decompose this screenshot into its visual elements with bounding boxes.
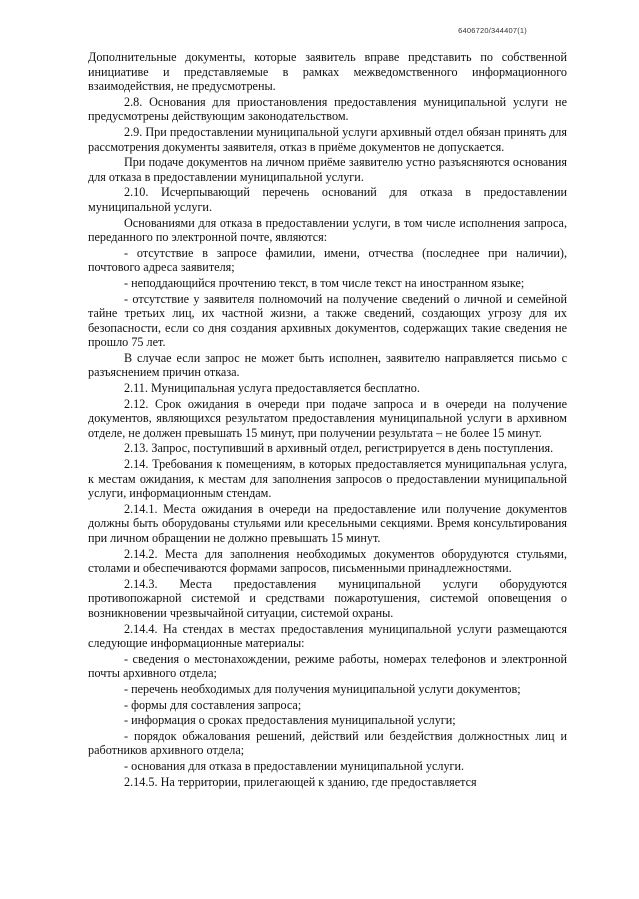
paragraph: 2.12. Срок ожидания в очереди при подаче запроса и в очереди на получение документов, являющихся результатом предоставления муниципальной услуги в архивном отделе, не должен превышать 15 минут, при получении результата – не более 15 минут. <box>88 396 567 440</box>
paragraph: 2.13. Запрос, поступивший в архивный отдел, регистрируется в день поступления. <box>124 441 554 456</box>
paragraph: Дополнительные документы, которые заявитель вправе представить по собственной инициативе и представляемые в рамках межведомственного информационного взаимодействия, не предусмотрены. <box>88 50 567 94</box>
paragraph: - информация о сроках предоставления муниципальной услуги; <box>124 713 456 728</box>
paragraph: - неподдающийся прочтению текст, в том числе текст на иностранном языке; <box>124 275 525 290</box>
paragraph: 2.9. При предоставлении муниципальной услуги архивный отдел обязан принять для рассмотрения документы заявителя, отказ в приёме документов не допускается. <box>88 124 567 154</box>
paragraph: 2.14.4. На стендах в местах предоставления муниципальной услуги размещаются следующие информационные материалы: <box>88 621 567 651</box>
paragraph: - отсутствие в запросе фамилии, имени, отчества (последнее при наличии), почтового адреса заявителя; <box>88 245 567 275</box>
paragraph: - сведения о местонахождении, режиме работы, номерах телефонов и электронной почты архивного отдела; <box>88 651 567 681</box>
paragraph: 2.14.3. Места предоставления муниципальной услуги оборудуются противопожарной системой и средствами пожаротушения, системой оповещения о возникновении чрезвычайной ситуации, системой охраны. <box>88 576 567 620</box>
document-number: 6406720/344407(1) <box>458 26 527 35</box>
paragraph: 2.14. Требования к помещениям, в которых предоставляется муниципальная услуга, к местам ожидания, к местам для заполнения запросов о предоставлении муниципальной услуги, информационным стендам. <box>88 457 567 501</box>
paragraph: При подаче документов на личном приёме заявителю устно разъясняются основания для отказа в предоставлении муниципальной услуги. <box>88 155 567 184</box>
paragraph: В случае если запрос не может быть исполнен, заявителю направляется письмо с разъяснением причин отказа. <box>88 350 567 380</box>
paragraph: - перечень необходимых для получения муниципальной услуги документов; <box>124 681 521 696</box>
paragraph: - основания для отказа в предоставлении муниципальной услуги. <box>124 758 465 773</box>
paragraph: 2.10. Исчерпывающий перечень оснований для отказа в предоставлении муниципальной услуги. <box>88 185 567 214</box>
paragraph: - формы для составления запроса; <box>124 697 302 712</box>
paragraph: Основаниями для отказа в предоставлении услуги, в том числе исполнения запроса, переданного по электронной почте, являются: <box>88 215 567 245</box>
paragraph: 2.8. Основания для приостановления предоставления муниципальной услуги не предусмотрены действующим законодательством. <box>88 94 567 124</box>
paragraph: - порядок обжалования решений, действий или бездействия должностных лиц и работников архивного отдела; <box>88 728 567 758</box>
paragraph: 2.14.2. Места для заполнения необходимых документов оборудуются стульями, столами и обеспечиваются формами запросов, письменными принадлежностями. <box>88 546 567 576</box>
paragraph: 2.14.1. Места ожидания в очереди на предоставление или получение документов должны быть оборудованы стульями или кресельными секциями. Время консультирования при личном обращении не должно превышать 15 минут. <box>88 501 567 545</box>
paragraph: - отсутствие у заявителя полномочий на получение сведений о личной и семейной тайне третьих лиц, их частной жизни, а также сведений, создающих угрозу для их безопасности, если со дня создания архивных документов, содержащих такие сведения не прошло 75 лет. <box>88 291 567 350</box>
paragraph: 2.11. Муниципальная услуга предоставляется бесплатно. <box>124 381 420 396</box>
document-body <box>88 50 567 790</box>
paragraph: 2.14.5. На территории, прилегающей к зданию, где предоставляется <box>124 774 477 789</box>
